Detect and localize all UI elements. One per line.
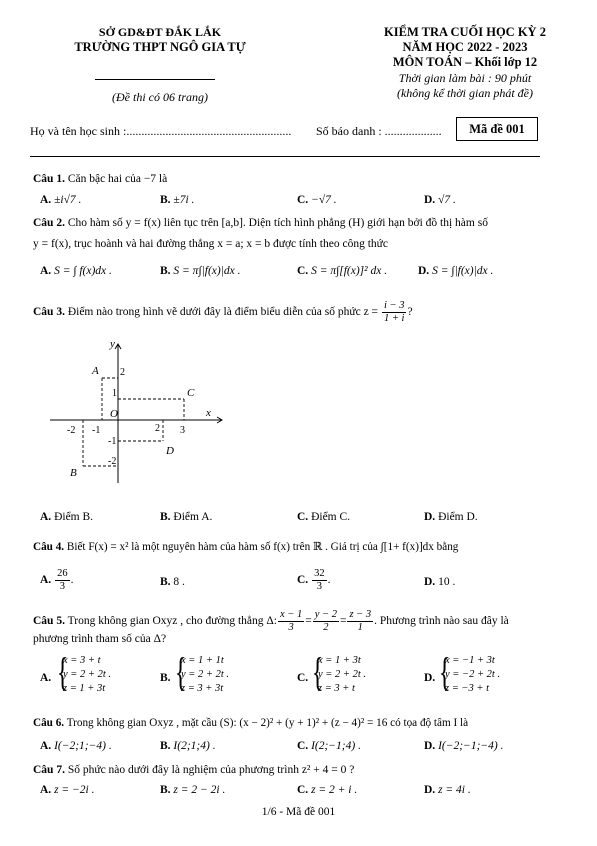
question-2-line2: y = f(x), trục hoành và hai đường thẳng x = a; x = b được tính theo công thức [33,238,388,250]
q7-option-d: D. z = 4i . [424,784,471,796]
q4-a-fraction: $\frac{26}{3}$ [57,568,68,592]
q1-option-a: A. ±i√7 . [40,194,82,206]
q5-b-system: x = 1 + 1t y = 2 + 2t . z = 3 + 3t [181,655,229,694]
q6-option-d: D. I(−2;−1;−4) . [424,740,504,752]
q5-c-system: x = 1 + 3t y = 2 + 2t . z = 3 + t [318,655,366,694]
q1-option-d: D. √7 . [424,194,456,206]
y-axis-label: y [110,338,115,350]
tick-y-2: 2 [120,367,125,378]
q5-a-brace: { [56,649,69,694]
tick-x-2: 2 [155,423,160,434]
exam-time: Thời gian làm bài : 90 phút [398,71,532,85]
question-7: Câu 7. Số phức nào dưới đây là nghiệm của phương trình z² + 4 = 0 ? [33,764,355,776]
student-name-field: Họ và tên học sinh :....................................................... [30,124,292,138]
q3-option-d: D. Điểm D. [424,511,478,523]
q5-c-brace: { [311,649,324,694]
q5-option-b: B. [160,672,171,684]
school-name: TRƯỜNG THPT NGÔ GIA TỰ [74,40,246,54]
q7-option-a: A. z = −2i . [40,784,95,796]
question-2: Câu 2. Cho hàm số y = f(x) liên tục trên [a,b]. Diện tích hình phẳng (H) giới hạn bởi đồ thị hàm số [33,217,488,229]
exam-title: KIỂM TRA CUỐI HỌC KỲ 2 [384,25,546,39]
tick-y-minus-2: -2 [108,456,117,467]
pages-note: (Đề thi có 06 trang) [112,90,208,104]
q3-option-b: B. Điểm A. [160,511,213,523]
q4-option-d: D. 10 . [424,576,456,588]
exam-time-note: (không kể thời gian phát đề) [396,86,534,100]
q2-option-a: A. S = ∫ f(x)dx . [40,265,112,277]
q5-frac-x: $\frac{x - 1}{3}$ [279,609,303,633]
q5-a-system: x = 3 + t y = 2 + 2t . z = 1 + 3t [63,655,111,694]
q5-option-a: A. [40,672,52,684]
page-footer: 1/6 - Mã đề 001 [261,806,336,818]
point-c-label: C [187,387,195,399]
q4-option-a: A. $\frac{26}{3}$ . [40,568,74,592]
school-year: NĂM HỌC 2022 - 2023 [402,40,528,54]
q5-d-brace: { [438,649,451,694]
q5-frac-y: $\frac{y - 2}{2}$ [314,609,337,633]
q5-option-d: D. [424,672,436,684]
origin-label: O [110,408,118,420]
q2-option-c: C. S = π∫[f(x)]² dx . [297,265,388,277]
tick-x-3: 3 [180,425,185,436]
q4-option-c: C. $\frac{32}{3}$ . [297,568,331,592]
exam-code-box: Mã đề 001 [456,117,538,141]
tick-x-minus-1: -1 [92,425,101,436]
q4-option-b: B. 8 . [160,576,185,588]
section-divider [30,156,540,157]
q6-option-b: B. I(2;1;4) . [160,740,216,752]
q3-option-c: C. Điểm C. [297,511,351,523]
q1-option-b: B. ±7i . [160,194,195,206]
q7-option-b: B. z = 2 − 2i . [160,784,226,796]
q3-option-a: A. Điểm B. [40,511,94,523]
q1-option-c: C. −√7 . [297,194,337,206]
q4-c-fraction: $\frac{32}{3}$ [314,568,325,592]
subject: MÔN TOÁN – Khối lớp 12 [392,55,538,69]
q5-b-brace: { [174,649,187,694]
question-5-line2: phương trình tham số của Δ? [33,633,167,645]
header-divider [95,79,215,80]
question-5: Câu 5. Trong không gian Oxyz , cho đường thẳng Δ: $\frac{x - 1}{3}$ = $\frac{y - 2}{2}$ = $\frac{z - 3}{1}$ . Phương trình nào sau đây là [33,609,509,633]
q6-option-c: C. I(2;−1;4) . [297,740,361,752]
question-1: Câu 1. Căn bậc hai của −7 là [33,173,168,185]
point-d-label: D [166,445,174,457]
point-b-label: B [70,467,77,479]
q2-option-d: D. S = ∫|f(x)|dx . [418,265,494,277]
q3-fraction: $\frac{i - 3}{1 + i}$ [383,300,405,324]
q6-option-a: A. I(−2;1;−4) . [40,740,112,752]
q2-option-b: B. S = π∫|f(x)|dx . [160,265,241,277]
q5-d-system: x = −1 + 3t y = −2 + 2t . z = −3 + t [445,655,501,694]
question-3: Câu 3. Điểm nào trong hình vẽ dưới đây là điểm biểu diễn của số phức z = $\frac{i - 3}{1 + i}$ ? [33,300,413,324]
q7-option-c: C. z = 2 + i . [297,784,358,796]
student-id-field: Số báo danh : ................... [316,124,442,138]
x-axis-label: x [206,407,211,419]
complex-plane-figure [40,338,230,488]
question-6: Câu 6. Trong không gian Oxyz , mặt cầu (S): (x − 2)² + (y + 1)² + (z − 4)² = 16 có tọa độ tâm I là [33,717,469,729]
question-4: Câu 4. Biết F(x) = x² là một nguyên hàm của hàm số f(x) trên ℝ . Giá trị của ∫[1+ f(x)]dx bằng [33,541,459,553]
tick-x-minus-2: -2 [67,425,76,436]
q5-option-c: C. [297,672,309,684]
point-a-label: A [92,365,99,377]
tick-y-minus-1: -1 [108,436,117,447]
department-name: SỞ GD&ĐT ĐẮK LẮK [98,25,222,39]
q5-frac-z: $\frac{z - 3}{1}$ [349,609,372,633]
tick-y-1: 1 [112,388,117,399]
